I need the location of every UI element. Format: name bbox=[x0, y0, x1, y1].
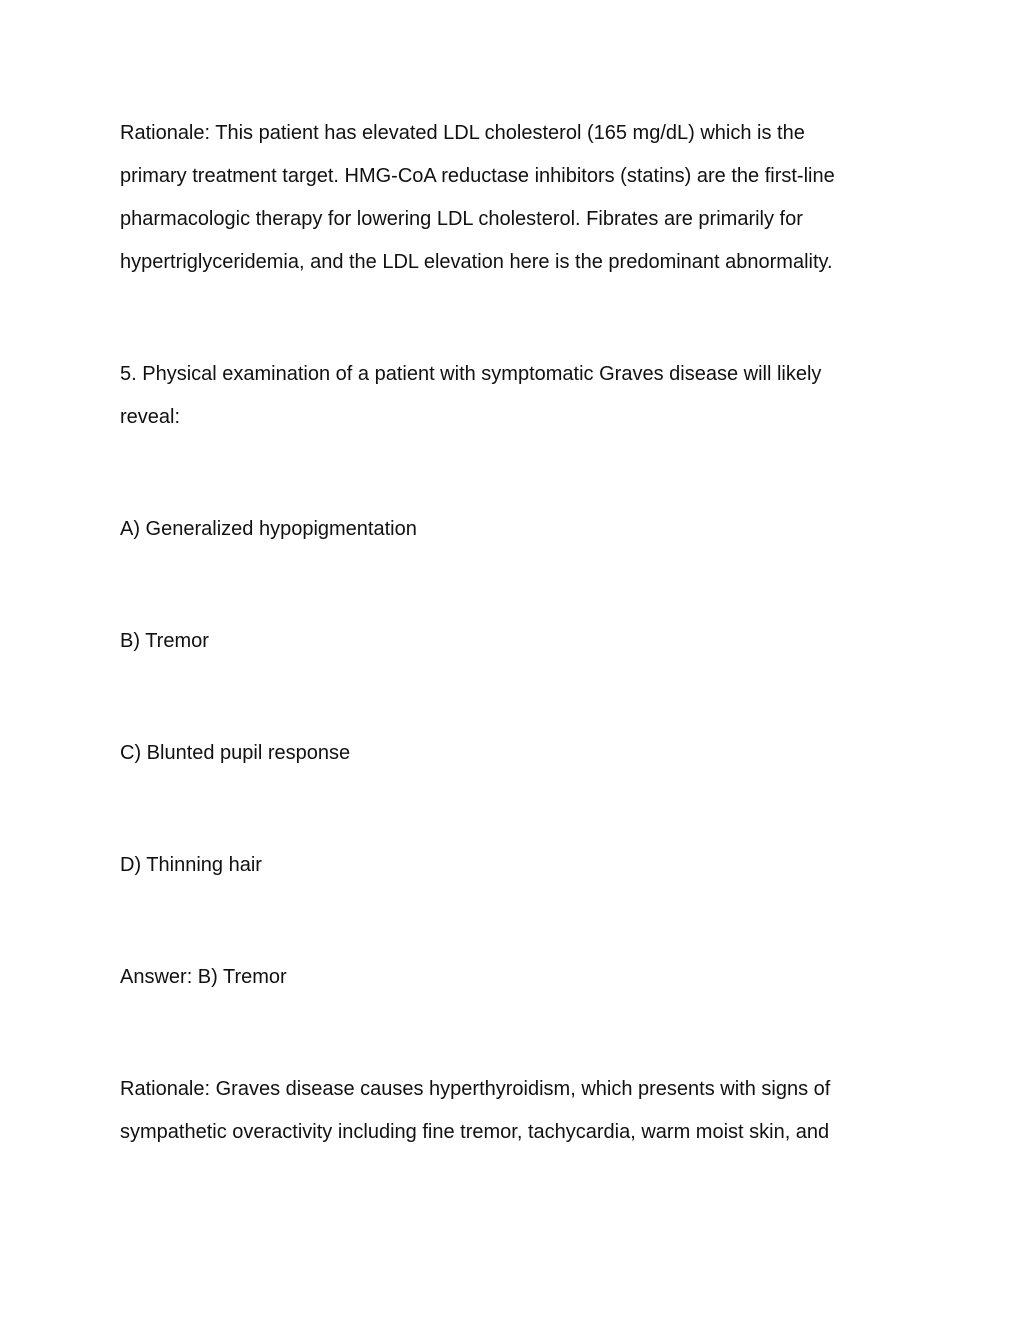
question-line-1: 5. Physical examination of a patient with symptomatic Graves disease will likely bbox=[120, 363, 822, 385]
question-line-2: reveal: bbox=[120, 406, 181, 428]
rationale-line-2: sympathetic overactivity including fine tremor, tachycardia, warm moist skin, and bbox=[120, 1121, 830, 1143]
rationale-line-2: primary treatment target. HMG-CoA reductase inhibitors (statins) are the first-line bbox=[120, 165, 835, 187]
rationale-line-1: Rationale: This patient has elevated LDL cholesterol (165 mg/dL) which is the bbox=[120, 122, 805, 144]
option-b: B) Tremor bbox=[120, 630, 209, 652]
answer-line: Answer: B) Tremor bbox=[120, 966, 287, 988]
option-a: A) Generalized hypopigmentation bbox=[120, 518, 417, 540]
rationale-line-1: Rationale: Graves disease causes hyperthyroidism, which presents with signs of bbox=[120, 1078, 831, 1100]
rationale-paragraph bbox=[120, 1068, 920, 1154]
rationale-line-4: hypertriglyceridemia, and the LDL elevation here is the predominant abnormality. bbox=[120, 251, 833, 273]
option-d: D) Thinning hair bbox=[120, 854, 262, 876]
option-c: C) Blunted pupil response bbox=[120, 742, 351, 764]
rationale-line-3: pharmacologic therapy for lowering LDL cholesterol. Fibrates are primarily for bbox=[120, 208, 803, 230]
rationale-paragraph-previous bbox=[120, 112, 920, 284]
question-5 bbox=[120, 353, 920, 439]
